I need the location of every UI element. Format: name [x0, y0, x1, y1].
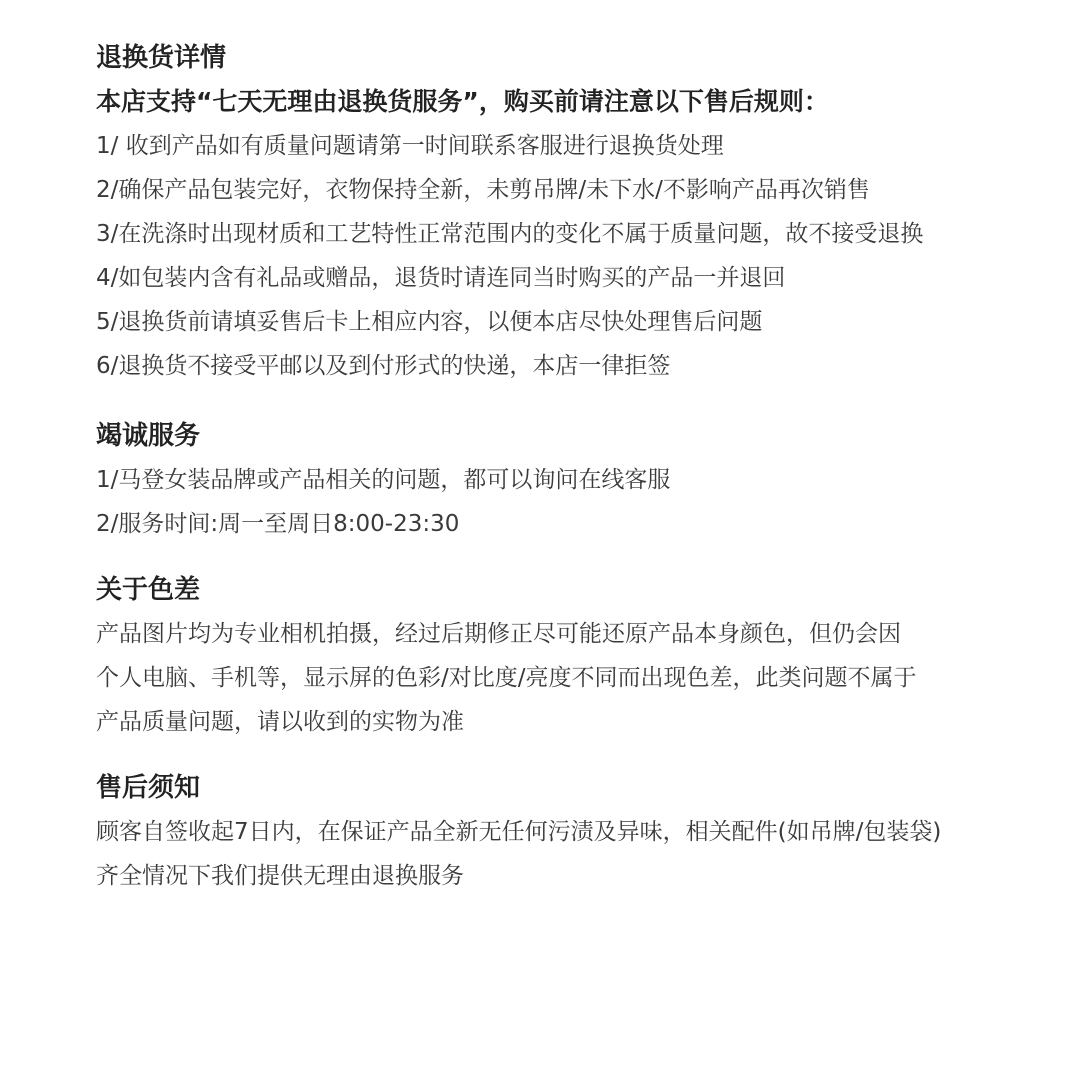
return-policy-section — [96, 36, 1056, 388]
rule-item: 5/退换货前请填妥售后卡上相应内容，以便本店尽快处理售后问题 — [96, 309, 763, 335]
color-diff-line: 产品质量问题，请以收到的实物为准 — [96, 709, 464, 735]
color-diff-section — [96, 568, 1056, 744]
service-title: 竭诚服务 — [96, 421, 201, 451]
color-diff-title: 关于色差 — [96, 575, 201, 605]
after-sales-line: 顾客自签收起7日内，在保证产品全新无任何污渍及异味，相关配件(如吊牌/包装袋) — [96, 819, 942, 845]
rule-item: 4/如包装内含有礼品或赠品，退货时请连同当时购买的产品一并退回 — [96, 265, 786, 291]
color-diff-line: 个人电脑、手机等，显示屏的色彩/对比度/亮度不同而出现色差，此类问题不属于 — [96, 665, 917, 691]
after-sales-title: 售后须知 — [96, 773, 201, 803]
after-sales-line: 齐全情况下我们提供无理由退换服务 — [96, 863, 464, 889]
rule-item: 2/确保产品包装完好，衣物保持全新，未剪吊牌/未下水/不影响产品再次销售 — [96, 177, 870, 203]
service-line: 2/服务时间:周一至周日8:00-23:30 — [96, 511, 460, 537]
rule-item: 1/ 收到产品如有质量问题请第一时间联系客服进行退换货处理 — [96, 133, 724, 159]
return-policy-subtitle: 本店支持“七天无理由退换货服务”，购买前请注意以下售后规则： — [96, 87, 829, 116]
service-section — [96, 414, 1056, 546]
rule-item: 6/退换货不接受平邮以及到付形式的快递，本店一律拒签 — [96, 353, 671, 379]
service-line: 1/马登女装品牌或产品相关的问题，都可以询问在线客服 — [96, 467, 671, 493]
policy-content — [96, 36, 1056, 922]
color-diff-line: 产品图片均为专业相机拍摄，经过后期修正尽可能还原产品本身颜色，但仍会因 — [96, 621, 901, 647]
return-policy-title: 退换货详情 — [96, 43, 227, 73]
after-sales-section — [96, 766, 1056, 898]
rule-item: 3/在洗涤时出现材质和工艺特性正常范围内的变化不属于质量问题，故不接受退换 — [96, 221, 924, 247]
